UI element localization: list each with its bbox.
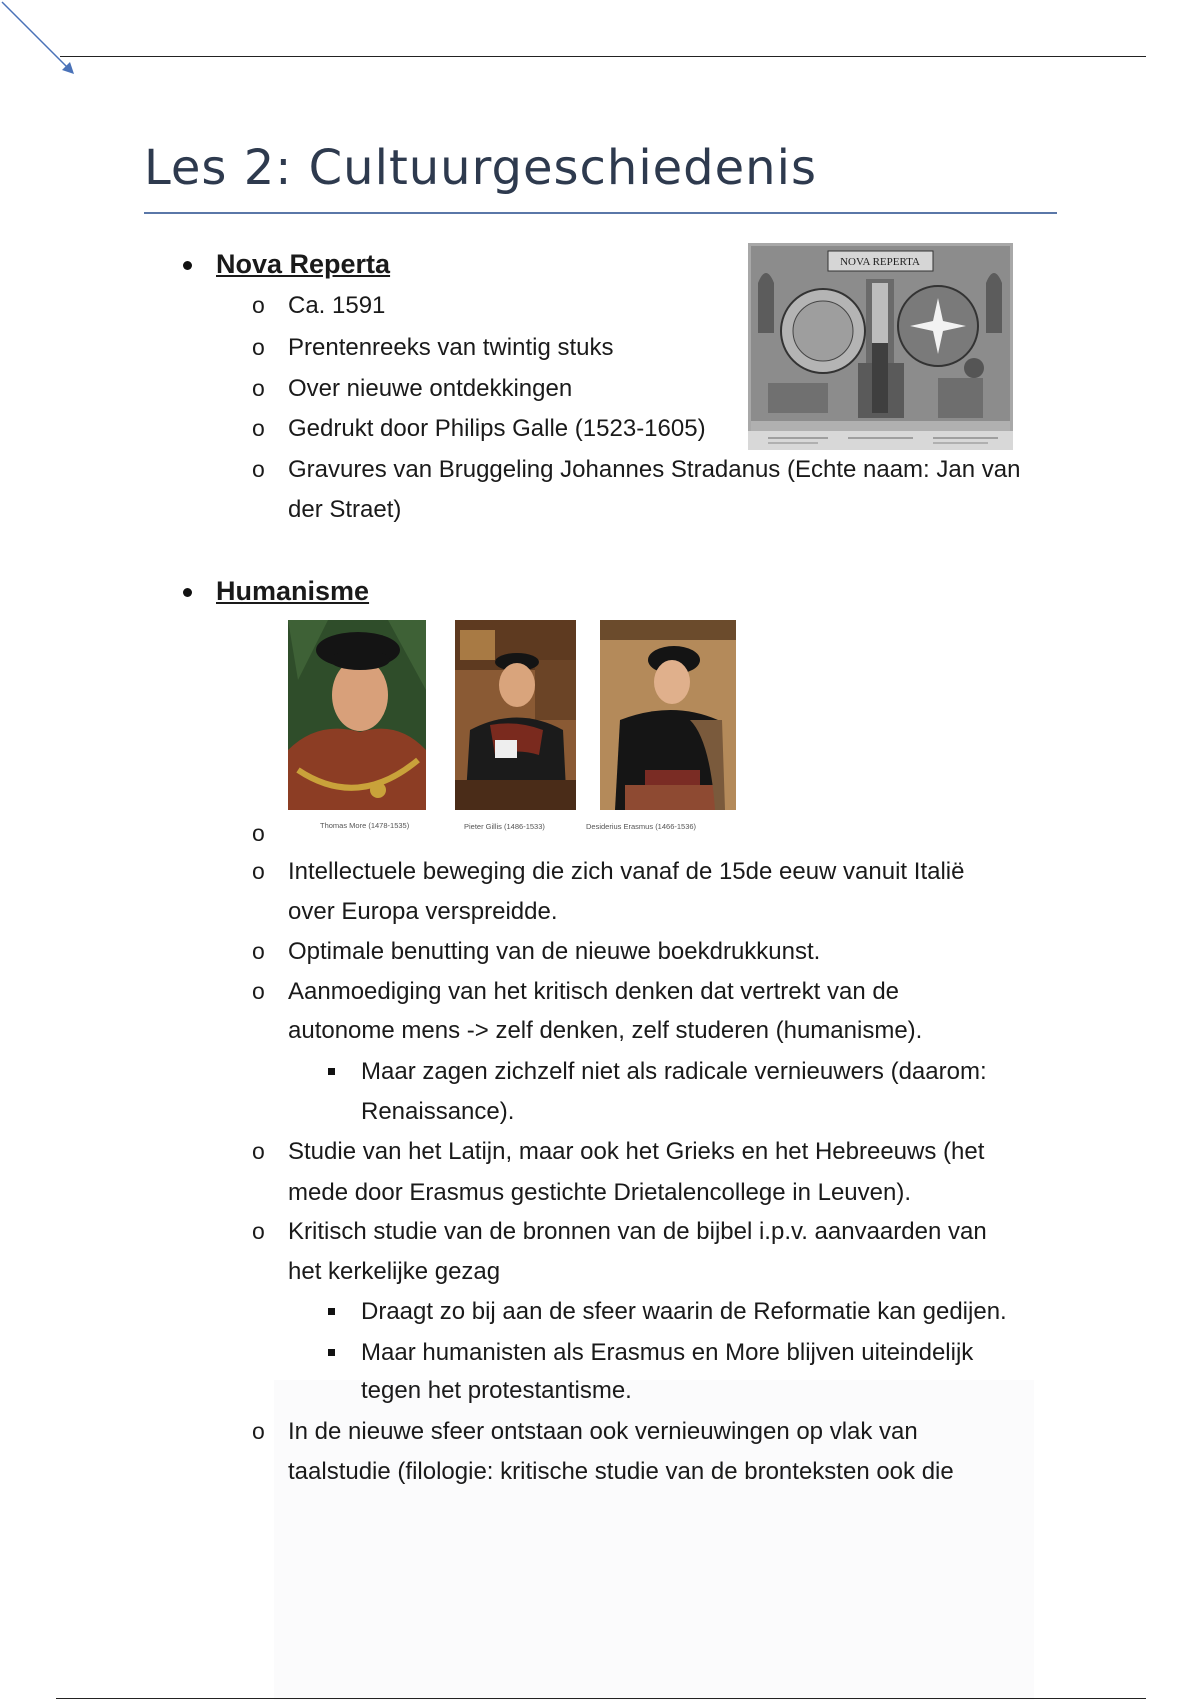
portrait-caption: Pieter Gillis (1486-1533)	[464, 822, 545, 831]
list-item-continuation: mede door Erasmus gestichte Drietalencollege in Leuven).	[288, 1179, 912, 1206]
list-item: In de nieuwe sfeer ontstaan ook vernieuwingen op vlak van	[288, 1418, 918, 1445]
list-item-continuation: over Europa verspreidde.	[288, 898, 558, 925]
sublist-item-continuation: tegen het protestantisme.	[361, 1377, 632, 1404]
section-bullet	[183, 588, 192, 597]
list-bullet-o: o	[252, 820, 265, 846]
nova-reperta-engraving-image	[748, 243, 1013, 450]
sublist-item-continuation: Renaissance).	[361, 1098, 515, 1125]
list-item: Studie van het Latijn, maar ook het Grieks en het Hebreeuws (het	[288, 1138, 985, 1165]
list-bullet-o: o	[252, 1418, 265, 1444]
list-bullet-o: o	[252, 334, 265, 360]
list-item-continuation: het kerkelijke gezag	[288, 1258, 501, 1285]
list-bullet-o: o	[252, 415, 265, 441]
list-item: Ca. 1591	[288, 292, 386, 319]
sublist-bullet	[328, 1308, 335, 1315]
list-item-continuation: autonome mens -> zelf denken, zelf studeren (humanisme).	[288, 1017, 923, 1044]
section-heading-humanisme: Humanisme	[216, 576, 370, 606]
list-bullet-o: o	[252, 292, 265, 318]
list-bullet-o: o	[252, 1218, 265, 1244]
list-item: Prentenreeks van twintig stuks	[288, 334, 614, 361]
page-title: Les 2: Cultuurgeschiedenis	[144, 140, 817, 196]
sublist-bullet	[328, 1349, 335, 1356]
list-bullet-o: o	[252, 858, 265, 884]
list-item: Gravures van Bruggeling Johannes Stradanus (Echte naam: Jan van	[288, 456, 1021, 483]
portrait-caption: Desiderius Erasmus (1466-1536)	[586, 822, 697, 831]
list-item: Aanmoediging van het kritisch denken dat vertrekt van de	[288, 978, 900, 1005]
title-underline	[144, 212, 1057, 214]
list-item-continuation: der Straet)	[288, 496, 402, 523]
sublist-item: Maar zagen zichzelf niet als radicale vernieuwers (daarom:	[361, 1058, 987, 1085]
list-item: Kritisch studie van de bronnen van de bijbel i.p.v. aanvaarden van	[288, 1218, 987, 1245]
footer-rule	[56, 1698, 1146, 1699]
portrait-thomas-more-image	[288, 620, 426, 810]
sublist-bullet	[328, 1068, 335, 1075]
list-bullet-o: o	[252, 978, 265, 1004]
list-bullet-o: o	[252, 938, 265, 964]
list-bullet-o: o	[252, 456, 265, 482]
section-bullet	[183, 261, 192, 270]
engraving-banner: NOVA REPERTA	[840, 256, 920, 268]
list-item: Optimale benutting van de nieuwe boekdrukkunst.	[288, 938, 821, 965]
list-bullet-o: o	[252, 375, 265, 401]
list-item: Gedrukt door Philips Galle (1523-1605)	[288, 415, 706, 442]
portrait-pieter-gillis-image	[455, 620, 576, 810]
list-bullet-o: o	[252, 1138, 265, 1164]
list-item: Over nieuwe ontdekkingen	[288, 375, 573, 402]
portrait-caption: Thomas More (1478-1535)	[320, 821, 410, 830]
section-heading-nova-reperta: Nova Reperta	[216, 249, 391, 279]
sublist-item: Draagt zo bij aan de sfeer waarin de Reformatie kan gedijen.	[361, 1298, 1007, 1325]
list-item: Intellectuele beweging die zich vanaf de 15de eeuw vanuit Italië	[288, 858, 965, 885]
sublist-item: Maar humanisten als Erasmus en More blijven uiteindelijk	[361, 1339, 974, 1366]
corner-arrow-icon	[0, 0, 80, 80]
portrait-erasmus-image	[600, 620, 736, 810]
header-rule	[60, 56, 1146, 57]
list-item-continuation: taalstudie (filologie: kritische studie van de bronteksten ook die	[288, 1458, 954, 1485]
